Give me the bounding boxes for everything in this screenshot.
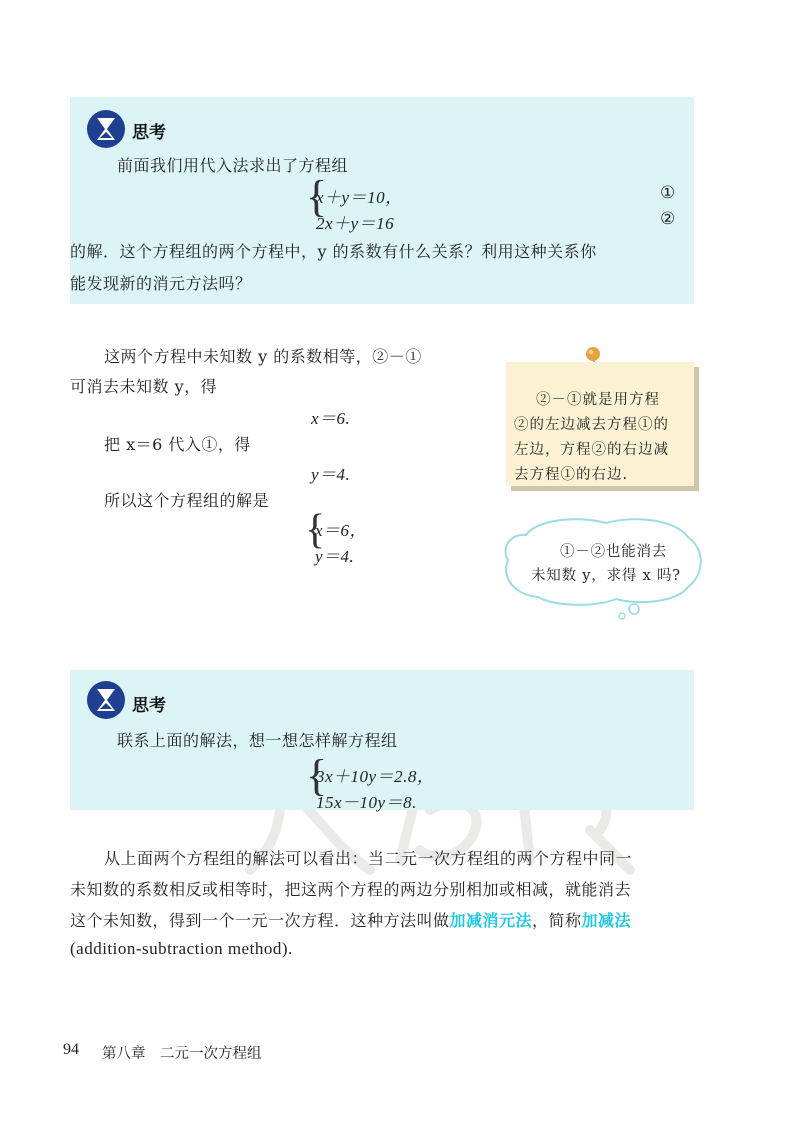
note-line-2: ②的左边减去方程①的 [514, 417, 669, 433]
solution-brace: { [305, 507, 326, 553]
note-line-3: 左边，方程②的右边减 [514, 442, 669, 458]
result-y: y＝4. [311, 465, 351, 484]
main-text-line-2: 可消去未知数 y，得 [70, 377, 218, 396]
system-brace: { [306, 172, 328, 221]
conclusion-line-3-b: ，简称 [532, 911, 582, 930]
term-addition-elimination: 加减消元法 [449, 911, 533, 930]
result-x: x＝6. [311, 409, 351, 428]
think-title: 思考 [132, 696, 166, 716]
equation-2-mark: ② [660, 209, 676, 229]
think-intro: 联系上面的解法，想一想怎样解方程组 [117, 731, 398, 750]
equation-2: 2x＋y＝16 [316, 214, 395, 233]
conclusion-line-3-a: 这个未知数，得到一个一元一次方程．这种方法叫做 [70, 911, 450, 930]
conclusion-line-4: (addition-subtraction method). [70, 939, 293, 958]
think-intro: 前面我们用代入法求出了方程组 [117, 156, 349, 175]
think-box-2 [70, 670, 694, 810]
term-addition-subtraction: 加减法 [581, 911, 632, 930]
note-line-4: 去方程①的右边. [514, 467, 629, 483]
equation-1: x＋y＝10， [316, 188, 403, 207]
substitute-line: 把 x＝6 代入①，得 [104, 435, 251, 454]
side-note [506, 362, 694, 486]
solution-intro: 所以这个方程组的解是 [104, 491, 270, 510]
solution-x: x＝6， [315, 521, 368, 540]
think-question-line-1: 的解．这个方程组的两个方程中，y 的系数有什么关系？利用这种关系你 [70, 242, 597, 261]
chapter-title: 第八章 二元一次方程组 [102, 1046, 262, 1062]
think-title: 思考 [132, 123, 166, 143]
equation-2: 15x－10y＝8. [316, 793, 417, 812]
page-number: 94 [63, 1041, 79, 1058]
note-line-1: ②－①就是用方程 [536, 392, 660, 408]
conclusion-line-1: 从上面两个方程组的解法可以看出：当二元一次方程组的两个方程中同一 [104, 849, 633, 868]
system-brace: { [306, 751, 328, 800]
equation-1-mark: ① [660, 183, 676, 203]
solution-y: y＝4. [315, 547, 355, 566]
think-question-line-2: 能发现新的消元方法吗？ [70, 274, 252, 293]
hourglass-icon [86, 680, 126, 720]
main-text-line-1: 这两个方程中未知数 y 的系数相等，②－① [104, 347, 422, 366]
conclusion-line-2: 未知数的系数相反或相等时，把这两个方程的两边分别相加或相减，就能消去 [70, 880, 632, 899]
equation-1: 3x＋10y＝2.8， [316, 767, 435, 786]
cloud-line-2: 未知数 y，求得 x 吗? [531, 568, 681, 584]
hourglass-icon [86, 109, 126, 149]
cloud-line-1: ①－②也能消去 [560, 544, 668, 560]
think-box-1 [70, 97, 694, 304]
conclusion-line-3 [70, 908, 631, 931]
